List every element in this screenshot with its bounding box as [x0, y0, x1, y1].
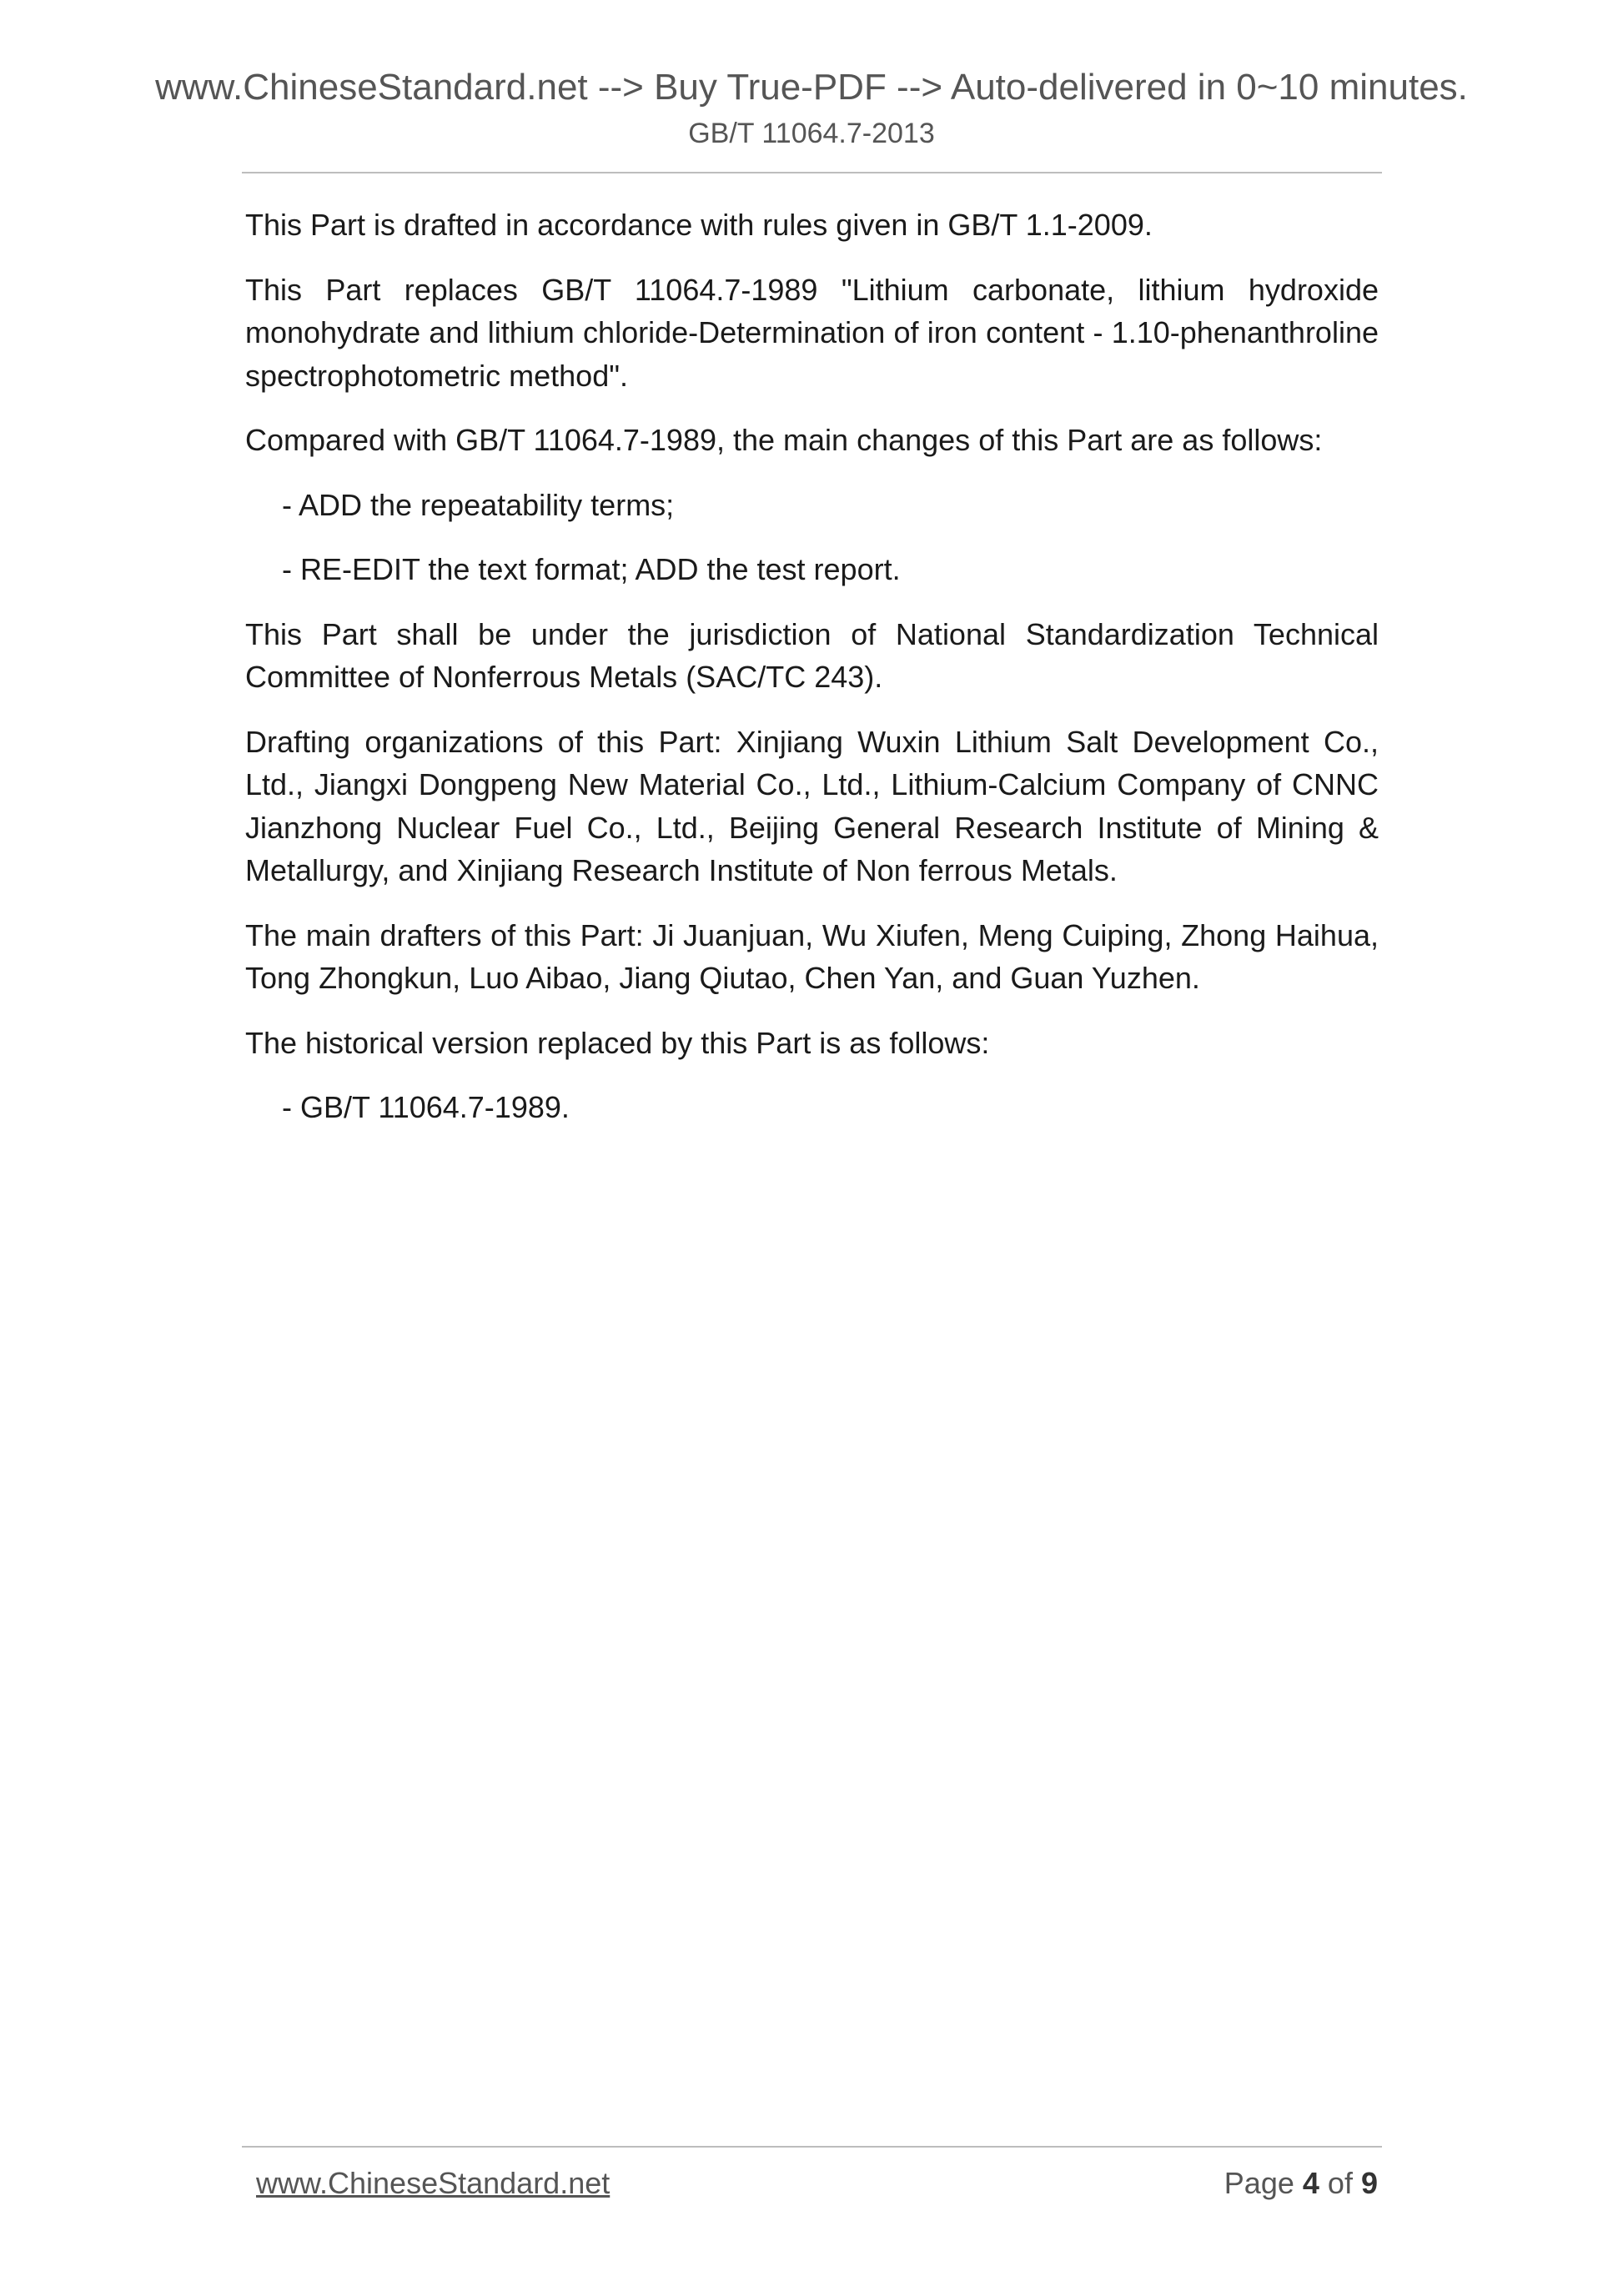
document-body	[245, 203, 1379, 1151]
paragraph-main-drafters: The main drafters of this Part: Ji Juanjuan, Wu Xiufen, Meng Cuiping, Zhong Haihua, Tong Zhongkun, Luo Aibao, Jiang Qiutao, Chen Yan, and Guan Yuzhen.	[245, 917, 1379, 995]
page-total: 9	[1360, 2166, 1378, 2200]
page-of-label: of	[1327, 2166, 1353, 2200]
list-item-change-2: - RE-EDIT the text format; ADD the test report.	[282, 552, 901, 586]
paragraph-historical-version-intro: The historical version replaced by this Part is as follows:	[245, 1025, 990, 1060]
paragraph-jurisdiction: This Part shall be under the jurisdiction of National Standardization Technical Committee of Nonferrous Metals (SAC/TC 243).	[245, 616, 1379, 694]
header-divider	[242, 172, 1382, 173]
paragraph-drafting-rules: This Part is drafted in accordance with rules given in GB/T 1.1-2009.	[245, 208, 1153, 242]
header-banner: www.ChineseStandard.net --> Buy True-PDF --> Auto-delivered in 0~10 minutes.	[155, 67, 1468, 108]
footer-divider	[242, 2146, 1382, 2148]
paragraph-replaces: This Part replaces GB/T 11064.7-1989 "Lithium carbonate, lithium hydroxide monohydrate and lithium chloride-Determination of iron content - 1.10-phenanthroline spectrophotometric method".	[245, 272, 1379, 393]
list-item-historical-version: - GB/T 11064.7-1989.	[282, 1090, 570, 1124]
document-code: GB/T 11064.7-2013	[688, 118, 935, 149]
paragraph-drafting-organizations: Drafting organizations of this Part: Xinjiang Wuxin Lithium Salt Development Co., Ltd., Jiangxi Dongpeng New Material Co., Ltd., Lithium-Calcium Company of CNNC Jianzhong Nuclear Fuel Co., Ltd., Beijing General Research Institute of Mining & Metallurgy, and Xinjiang Research Institute of Non ferrous Metals.	[245, 724, 1379, 887]
page-label: Page	[1224, 2166, 1294, 2200]
footer-website-link[interactable]: www.ChineseStandard.net	[256, 2166, 611, 2200]
list-item-change-1: - ADD the repeatability terms;	[282, 487, 675, 522]
page-current: 4	[1302, 2166, 1319, 2200]
paragraph-changes-intro: Compared with GB/T 11064.7-1989, the main changes of this Part are as follows:	[245, 423, 1323, 457]
page-indicator	[1224, 2165, 1378, 2202]
